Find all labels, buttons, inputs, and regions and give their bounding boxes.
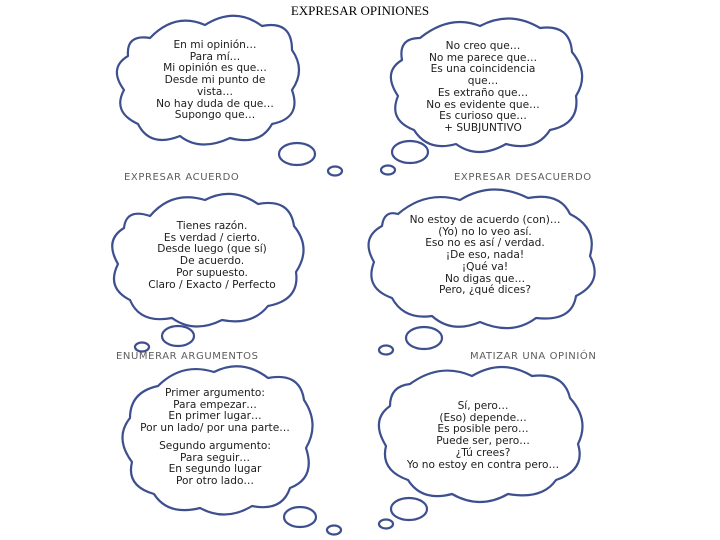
cloud-line: En mi opinión…: [173, 39, 257, 51]
label-expresar-desacuerdo: EXPRESAR DESACUERDO: [454, 172, 592, 183]
label-expresar-acuerdo: EXPRESAR ACUERDO: [124, 172, 240, 183]
cloud-line: Por supuesto.: [176, 266, 248, 279]
cloud-line: No estoy de acuerdo (con)…: [409, 214, 561, 226]
cloud-line: Para empezar…: [173, 398, 257, 411]
cloud-line: Desde luego (que sí): [157, 243, 267, 256]
cloud-line: No digas que…: [444, 272, 526, 285]
label-matizar-opinion: MATIZAR UNA OPINIÓN: [470, 351, 597, 362]
cloud-line: Sí, pero…: [457, 400, 509, 412]
cloud-line: Claro / Exacto / Perfecto: [148, 278, 276, 291]
cloud-line: ¿Tú crees?: [455, 446, 511, 459]
cloud-line: Es posible pero…: [437, 423, 529, 436]
cloud-line: Por un lado/ por una parte…: [140, 422, 290, 435]
cloud-line: No hay duda de que…: [156, 97, 274, 110]
cloud-opinion-text: [140, 40, 290, 122]
cloud-no-acuerdo-text: [395, 215, 575, 297]
cloud-line: Tienes razón.: [176, 220, 248, 232]
cloud-line: Es extraño que…: [437, 86, 529, 99]
cloud-line: En segundo lugar: [168, 463, 262, 476]
cloud-line: Es una coincidencia: [430, 63, 536, 76]
cloud-line: Por otro lado…: [175, 474, 255, 487]
cloud-line: ¡Qué va!: [461, 260, 509, 273]
cloud-line: En primer lugar…: [168, 410, 262, 423]
cloud-acuerdo-text: [137, 221, 287, 291]
cloud-line: Para seguir…: [180, 451, 250, 464]
cloud-line: No me parece que…: [428, 51, 538, 64]
cloud-line: Pero, ¿qué dices?: [439, 284, 531, 297]
cloud-line: Mi opinión es que…: [163, 62, 267, 75]
cloud-line: Es verdad / cierto.: [163, 231, 261, 244]
cloud-line: ¡De eso, nada!: [445, 249, 525, 262]
cloud-line: (Yo) no lo veo así.: [438, 225, 532, 238]
cloud-line: vista…: [197, 85, 233, 98]
cloud-line: Es curioso que…: [439, 110, 527, 123]
cloud-matizar-text: [398, 401, 568, 471]
cloud-line: + SUBJUNTIVO: [444, 121, 522, 134]
slide-title: EXPRESAR OPINIONES: [290, 3, 430, 18]
cloud-line: Primer argumento:: [165, 387, 265, 399]
cloud-line: Puede ser, pero…: [436, 435, 530, 448]
cloud-desacuerdo-text: [408, 41, 558, 135]
cloud-line: No creo que…: [445, 40, 521, 52]
cloud-line: Yo no estoy en contra pero…: [406, 458, 560, 471]
cloud-line: No es evidente que…: [426, 98, 540, 111]
label-enumerar-argumentos: ENUMERAR ARGUMENTOS: [116, 351, 259, 362]
cloud-line: que…: [467, 75, 499, 88]
cloud-argumentos-text: [140, 388, 290, 488]
cloud-line: Supongo que…: [174, 109, 256, 122]
cloud-line: (Eso) depende…: [439, 411, 527, 424]
cloud-line: Segundo argumento:: [159, 439, 271, 452]
cloud-line: Eso no es así / verdad.: [425, 237, 545, 250]
cloud-line: Para mí…: [189, 50, 241, 63]
cloud-line: Desde mi punto de: [164, 74, 266, 87]
cloud-line: De acuerdo.: [179, 255, 245, 268]
